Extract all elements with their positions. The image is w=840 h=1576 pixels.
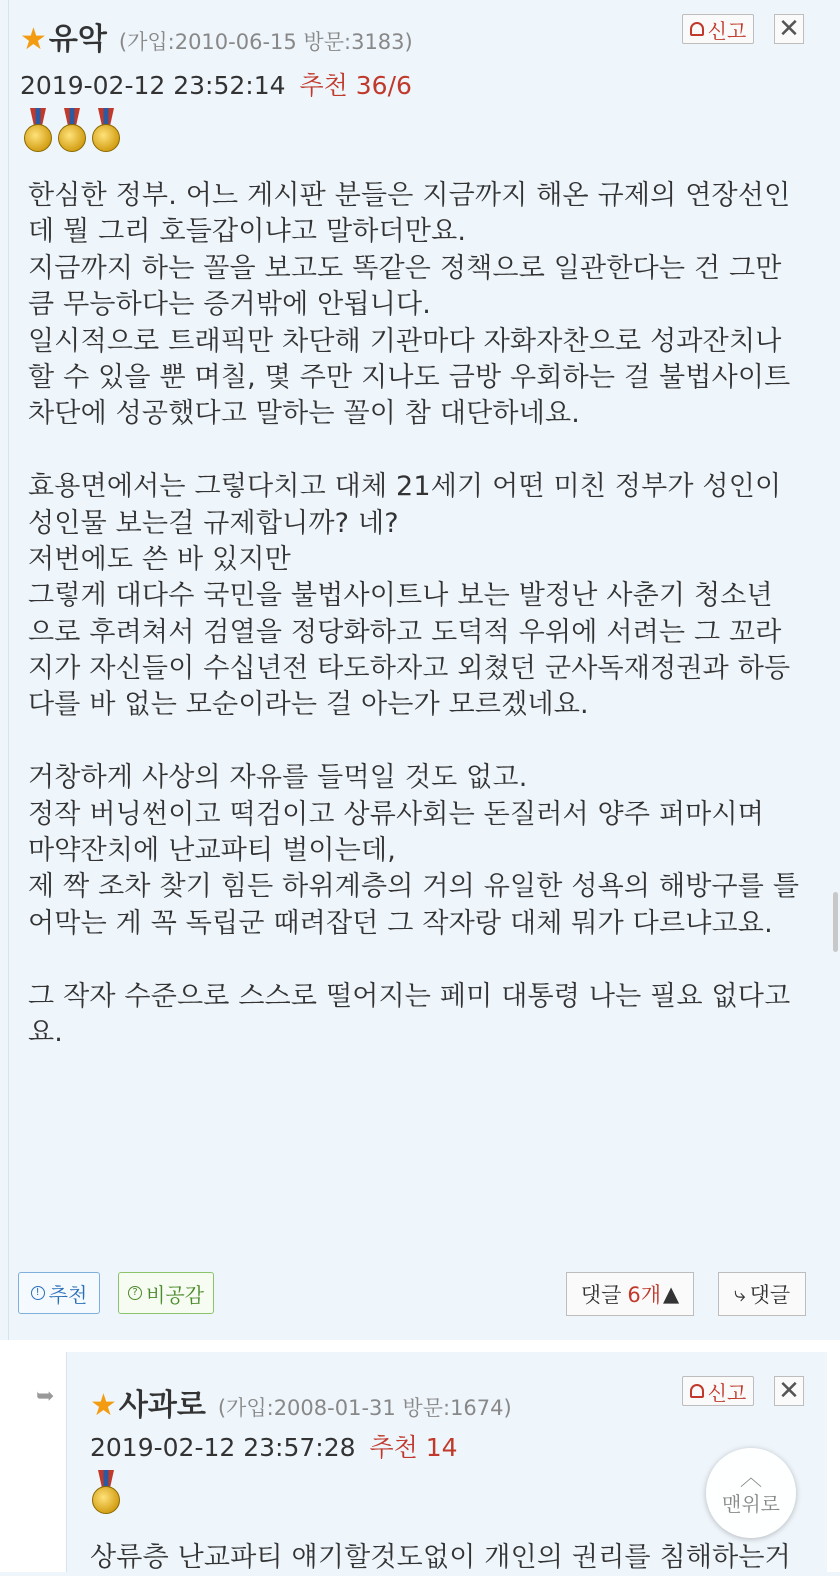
comment-line: 데 뭘 그리 호들갑이냐고 말하더만요.	[28, 216, 467, 248]
chevron-up-icon: ︿	[739, 1465, 762, 1491]
comment-line: 일시적으로 트래픽만 차단해 기관마다 자화자찬으로 성과잔치나	[28, 325, 782, 357]
author-nickname[interactable]: 유악	[48, 22, 107, 57]
write-reply-label: 댓글	[749, 1283, 791, 1307]
comment-line: 그 작자 수준으로 스스로 떨어지는 페미 대통령 나는 필요 없다고	[28, 980, 791, 1012]
close-button[interactable]	[774, 14, 804, 44]
reply-count-toggle-button[interactable]	[566, 1272, 694, 1316]
comment-line: 지가 자신들이 수십년전 타도하자고 외쳤던 군사독재정권과 하등	[28, 653, 791, 685]
reply-datetime: 2019-02-12 23:57:28	[90, 1433, 356, 1462]
comment-line: 으로 후려쳐서 검열을 정당화하고 도덕적 우위에 서려는 그 꼬라	[28, 616, 782, 648]
comment-line: 다를 바 없는 모순이라는 걸 아는가 모르겠네요.	[28, 689, 589, 721]
reply-report-label: 신고	[707, 1380, 747, 1405]
triangle-up-icon: ▲	[663, 1282, 680, 1306]
comment-body	[28, 178, 818, 1051]
comment-line: 마약잔치에 난교파티 벌이는데,	[28, 835, 397, 867]
comment-line	[28, 942, 818, 978]
reply-close-button[interactable]	[774, 1376, 804, 1406]
dislike-button[interactable]	[118, 1272, 214, 1314]
comment-recommend-count: 추천 36/6	[299, 71, 412, 100]
siren-icon	[690, 1384, 704, 1398]
comment-line	[28, 724, 818, 760]
comment-line: 할 수 있을 뿐 며칠, 몇 주만 지나도 금방 우회하는 걸 불법사이트	[28, 361, 791, 393]
comment-line: 거창하게 사상의 자유를 들먹일 것도 없고.	[28, 762, 528, 794]
recommend-button[interactable]	[18, 1272, 100, 1314]
reply-report-button[interactable]	[682, 1376, 754, 1406]
reply-indent-arrow-icon: ➥	[36, 1384, 55, 1409]
question-circle-icon: ?	[128, 1286, 142, 1300]
reply-body	[90, 1540, 810, 1576]
write-reply-button[interactable]	[718, 1272, 806, 1316]
comment-line: 한심한 정부. 어느 게시판 분들은 지금까지 해온 규제의 연장선인	[28, 180, 791, 211]
comment-line: 정작 버닝썬이고 떡검이고 상류사회는 돈질러서 양주 퍼마시며	[28, 798, 765, 830]
comment-line: 큼 무능하다는 증거밖에 안됩니다.	[28, 289, 432, 321]
reply-meta	[90, 1428, 458, 1464]
comment-line	[28, 433, 818, 469]
comment-datetime: 2019-02-12 23:52:14	[20, 71, 286, 100]
medal-icon	[90, 108, 122, 158]
comment-header	[20, 14, 413, 58]
comment-line: 지금까지 하는 꼴을 보고도 똑같은 정책으로 일관한다는 건 그만	[28, 252, 782, 284]
report-label: 신고	[707, 18, 747, 43]
medal-icon	[90, 1470, 122, 1520]
reply-line: 상류층 난교파티 얘기할것도없이 개인의 권리를 침해하는거	[90, 1542, 791, 1573]
comment-line: 어막는 게 꼭 독립군 때려잡던 그 작자랑 대체 뭐가 다르냐고요.	[28, 907, 773, 939]
reply-count: 6개	[627, 1283, 662, 1307]
close-icon: ✕	[778, 14, 800, 44]
comment-meta	[20, 66, 412, 102]
medal-icon	[56, 108, 88, 158]
close-icon: ✕	[778, 1376, 800, 1406]
comment-line: 성인물 보는걸 규제합니까? 네?	[28, 507, 399, 539]
scrollbar-thumb[interactable]	[833, 892, 838, 952]
comment-line: 저번에도 쓴 바 있지만	[28, 543, 291, 575]
medal-list	[22, 108, 122, 158]
comment-line: 제 짝 조차 찾기 힘든 하위계층의 거의 유일한 성욕의 해방구를 틀	[28, 871, 800, 903]
reply-label: 댓글	[580, 1283, 622, 1307]
comment-line: 요.	[28, 1016, 64, 1048]
info-circle-icon: !	[31, 1286, 45, 1300]
reply-recommend-count: 추천 14	[369, 1433, 458, 1462]
report-button[interactable]	[682, 14, 754, 44]
star-icon: ★	[20, 22, 47, 57]
comment-line: 그렇게 대다수 국민을 불법사이트나 보는 발정난 사춘기 청소년	[28, 580, 773, 612]
reply-arrow-icon: ⤷	[733, 1281, 746, 1306]
dislike-label: 비공감	[146, 1282, 204, 1307]
comment-line: 차단에 성공했다고 말하는 꼴이 참 대단하네요.	[28, 398, 581, 430]
scroll-to-top-button[interactable]	[706, 1448, 796, 1538]
author-join-info: (가입:2010-06-15 방문:3183)	[118, 30, 413, 54]
medal-icon	[22, 108, 54, 158]
scroll-to-top-label: 맨위로	[722, 1491, 780, 1516]
reply-author-nickname[interactable]: 사과로	[118, 1388, 206, 1423]
reply-author-join-info: (가입:2008-01-31 방문:1674)	[217, 1396, 512, 1420]
star-icon: ★	[90, 1388, 117, 1423]
siren-icon	[690, 22, 704, 36]
recommend-label: 추천	[48, 1282, 88, 1307]
reply-medal-list	[90, 1470, 122, 1520]
reply-header	[90, 1380, 512, 1424]
comment-line: 효용면에서는 그렇다치고 대체 21세기 어떤 미친 정부가 성인이	[28, 471, 782, 503]
